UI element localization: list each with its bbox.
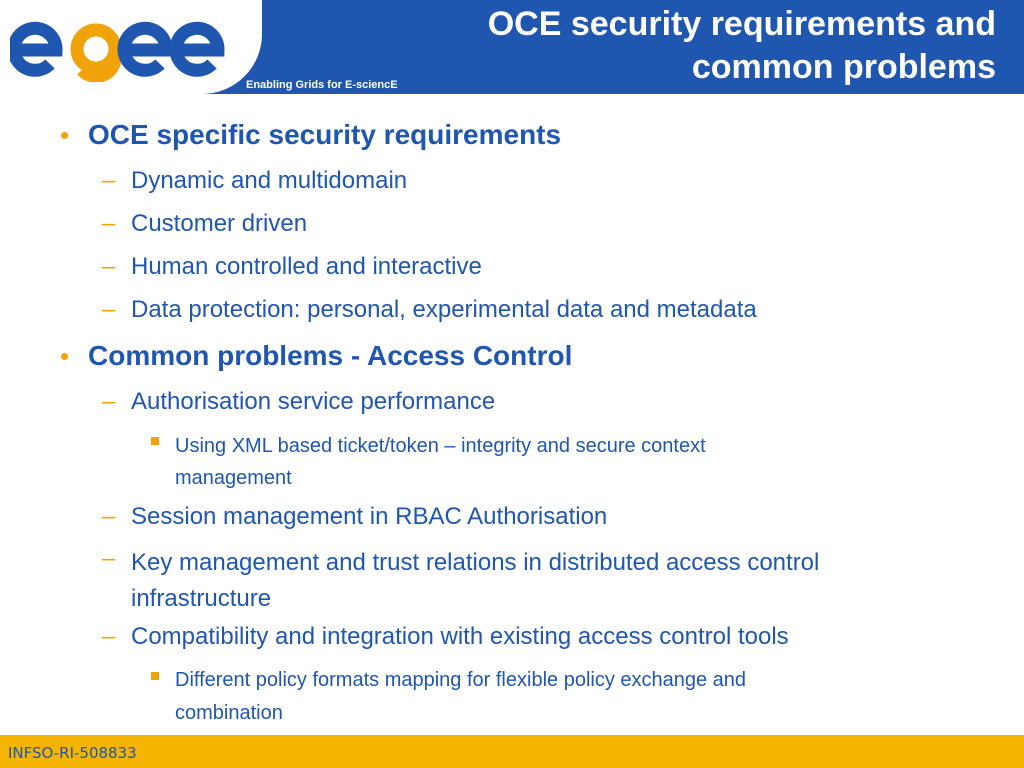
- list-item: Customer driven: [131, 210, 308, 237]
- dash-icon: –: [102, 253, 116, 280]
- sub-list-item-line: Using XML based ticket/token – integrity and secure context: [175, 435, 706, 457]
- slide-title: [356, 3, 996, 89]
- sub-list-item: [175, 430, 706, 494]
- bullet-icon: •: [60, 120, 70, 150]
- footer-project-id: INFSO-RI-508833: [8, 744, 137, 762]
- list-item: Human controlled and interactive: [131, 253, 482, 280]
- list-item: Authorisation service performance: [131, 388, 496, 415]
- bullet-icon: •: [60, 341, 70, 371]
- dash-icon: –: [102, 623, 116, 650]
- section-heading-security-requirements: OCE specific security requirements: [88, 119, 562, 150]
- dash-icon: –: [102, 503, 116, 530]
- square-bullet-icon: [151, 672, 159, 680]
- list-item: [131, 545, 819, 617]
- header-band: [0, 0, 1024, 94]
- dash-icon: –: [102, 545, 116, 572]
- square-bullet-icon: [151, 437, 159, 445]
- sub-list-item-line: management: [175, 467, 292, 489]
- dash-icon: –: [102, 167, 116, 194]
- dash-icon: –: [102, 296, 116, 323]
- slide-title-line2: common problems: [691, 48, 996, 86]
- footer-band: [0, 735, 1024, 768]
- sub-list-item-line: Different policy formats mapping for flexible policy exchange and: [175, 669, 747, 691]
- logo-panel: [0, 0, 262, 94]
- dash-icon: –: [102, 210, 116, 237]
- list-item: Dynamic and multidomain: [131, 167, 408, 194]
- egee-logo: [10, 12, 240, 82]
- list-item: Compatibility and integration with existing access control tools: [131, 623, 789, 650]
- slide-title-line1: OCE security requirements and: [487, 5, 996, 43]
- list-item-line: Key management and trust relations in distributed access control: [131, 549, 820, 576]
- tagline: Enabling Grids for E-sciencE: [246, 79, 398, 91]
- sub-list-item: [175, 664, 746, 730]
- list-item-line: infrastructure: [131, 585, 272, 612]
- dash-icon: –: [102, 388, 116, 415]
- list-item: Session management in RBAC Authorisation: [131, 503, 608, 530]
- sub-list-item-line: combination: [175, 702, 283, 724]
- list-item: Data protection: personal, experimental data and metadata: [131, 296, 757, 323]
- section-heading-common-problems: Common problems - Access Control: [88, 340, 573, 371]
